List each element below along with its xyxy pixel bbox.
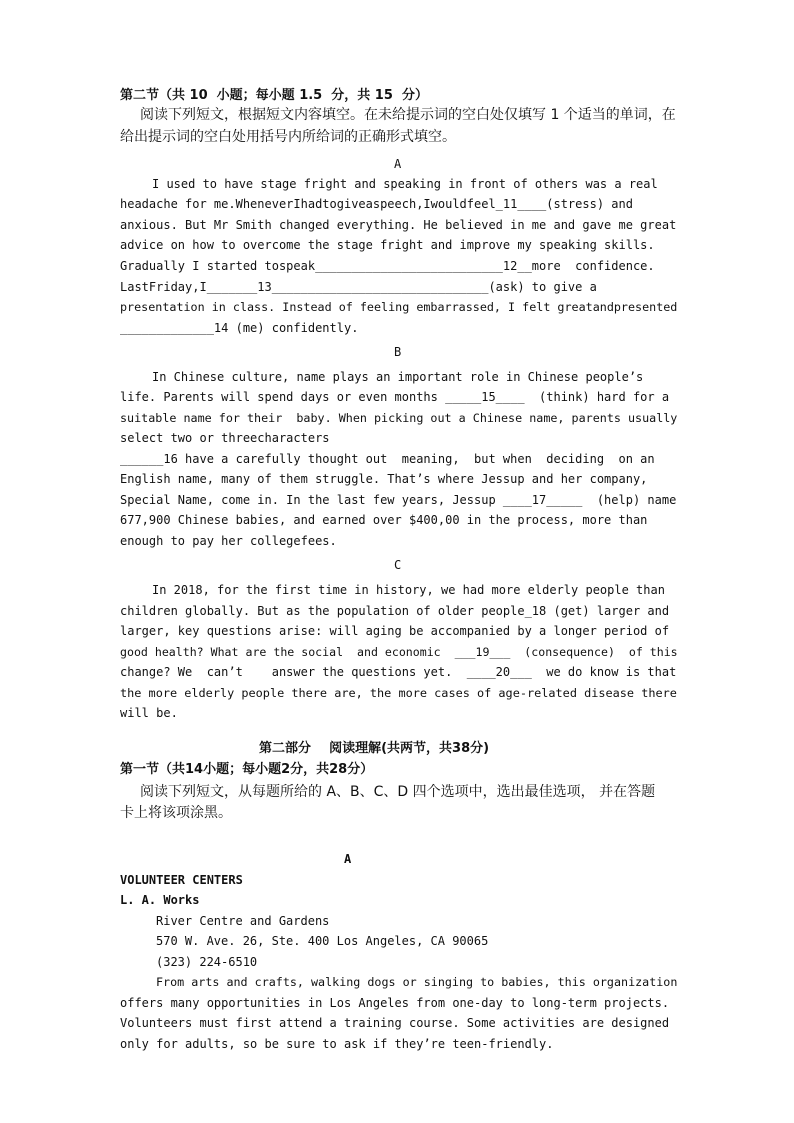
passage-line: children globally. But as the population of older people_18 (get) larger and: [120, 604, 670, 618]
passage-line: advice on how to overcome the stage fright and improve my speaking skills.: [120, 238, 655, 252]
passage-line: 677,900 Chinese babies, and earned over $400,00 in the process, more than: [120, 513, 648, 527]
passage-line: offers many opportunities in Los Angeles from one-day to long-term projects.: [120, 996, 670, 1010]
passage-line: In 2018, for the first time in history, we had more elderly people than: [152, 583, 665, 597]
passage-label-b: B: [394, 345, 402, 359]
passage-line: change? We can’t answer the questions yet. ____20___ we do know is that: [120, 665, 677, 679]
passage-line: LastFriday,I_______13______________________________(ask) to give a: [120, 280, 597, 294]
passage-line: the more elderly people there are, the more cases of age-related disease there: [120, 686, 677, 700]
phone-number: (323) 224-6510: [156, 955, 258, 969]
instruction-line-2: 给出提示词的空白处用括号内所给词的正确形式填空。: [120, 129, 456, 145]
address-line-1: River Centre and Gardens: [156, 914, 330, 928]
passage-line: Special Name, come in. In the last few years, Jessup ____17_____ (help) name: [120, 493, 677, 507]
passage-line: From arts and crafts, walking dogs or singing to babies, this organization: [156, 975, 678, 989]
passage-line: good health? What are the social and economic ___19___ (consequence) of this: [120, 645, 678, 659]
passage-line: life. Parents will spend days or even months _____15____ (think) hard for a: [120, 390, 670, 404]
passage-line: I used to have stage fright and speaking in front of others was a real: [152, 177, 658, 191]
passage-line: English name, many of them struggle. That’s where Jessup and her company,: [120, 472, 648, 486]
section-heading: 第二节（共 10 小题；每小题 1.5 分，共 15 分）: [120, 88, 428, 103]
passage-label-a: A: [394, 157, 402, 171]
organization-name: L. A. Works: [120, 893, 200, 907]
passage-title: VOLUNTEER CENTERS: [120, 873, 243, 887]
passage-line: ______16 have a carefully thought out meaning, but when deciding on an: [120, 452, 655, 466]
instruction-line-1: 阅读下列短文，根据短文内容填空。在未给提示词的空白处仅填写 1 个适当的单词，在: [140, 107, 676, 123]
passage-line: presentation in class. Instead of feeling embarrassed, I felt greatandpresented: [120, 300, 678, 314]
passage-line: select two or threecharacters: [120, 431, 330, 445]
passage-line: enough to pay her collegefees.: [120, 534, 337, 548]
passage-line: larger, key questions arise: will aging be accompanied by a longer period of: [120, 624, 670, 638]
passage-line: suitable name for their baby. When picking out a Chinese name, parents usually: [120, 411, 678, 425]
passage-line: _____________14 (me) confidently.: [120, 321, 359, 335]
passage-line: only for adults, so be sure to ask if they’re teen-friendly.: [120, 1037, 554, 1051]
instruction-line-2: 卡上将该项涂黑。: [120, 805, 232, 821]
section-heading: 第一节（共14小题；每小题2分，共28分）: [120, 762, 374, 777]
passage-label-a: A: [344, 852, 352, 866]
passage-line: Volunteers must first attend a training course. Some activities are designed: [120, 1016, 670, 1030]
passage-label-c: C: [394, 558, 402, 572]
passage-line: will be.: [120, 706, 178, 720]
passage-line: In Chinese culture, name plays an important role in Chinese people’s: [152, 370, 644, 384]
part-heading: 第二部分 阅读理解(共两节，共38分): [259, 741, 490, 756]
instruction-line-1: 阅读下列短文，从每题所给的 A、B、C、D 四个选项中，选出最佳选项， 并在答题: [140, 784, 656, 800]
passage-line: Gradually I started tospeak__________________________12__more confidence.: [120, 259, 655, 273]
address-line-2: 570 W. Ave. 26, Ste. 400 Los Angeles, CA 90065: [156, 934, 489, 948]
passage-line: anxious. But Mr Smith changed everything. He believed in me and gave me great: [120, 218, 677, 232]
passage-line: headache for me.WheneverIhadtogiveaspeech,Iwouldfeel_11____(stress) and: [120, 197, 633, 211]
